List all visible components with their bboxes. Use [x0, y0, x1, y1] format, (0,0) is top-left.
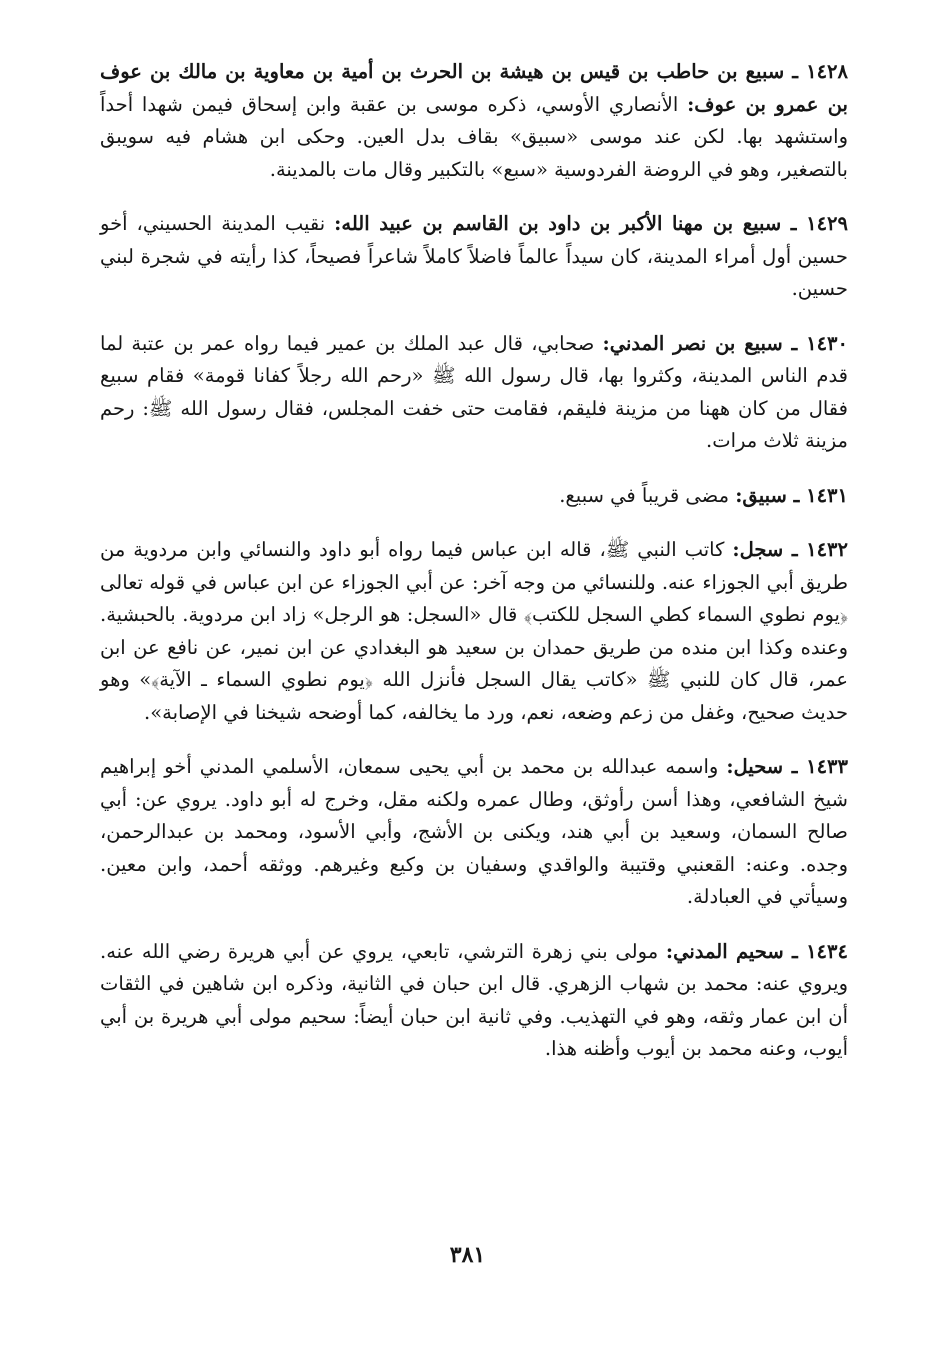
- book-page-text: [100, 56, 848, 1088]
- entry-body: واسمه عبدالله بن محمد بن أبي يحيى سمعان، الأسلمي المدني أخو إبراهيم شيخ الشافعي، وهذا أسن رأوثق، وطال عمره ولكنه مقل، وخرج له أبو داود. يروي عن: أبي صالح السمان، وسعيد بن أبي هند، ويكنى بن الأشج، وأبي الأسود، ومحمد بن عبدالرحمن، وجده. وعنه: القعنبي وقتيبة والواقدي وسفيان بن وكيع وغيرهم. ووثقه أحمد، وابن معين. وسيأتي في العبادلة.: [100, 755, 848, 908]
- entry-body: مولى بني زهرة الترشي، تابعي، يروي عن أبي هريرة رضي الله عنه. ويروي عنه: محمد بن شهاب الزهري. قال ابن حبان في الثانية، وذكره ابن شاهين في الثقات أن ابن عمار وثقه، وهو في التهذيب. وفي ثانية ابن حبان أيضاً: سحيم مولى أبي هريرة بن أبي أيوب، وعنه محمد بن أيوب وأظنه هذا.: [100, 939, 848, 1060]
- entry-1430: [100, 328, 848, 458]
- entry-title: ١٤٢٩ ـ سبيع بن مهنا الأكبر بن داود بن القاسم بن عبيد الله:: [334, 212, 848, 235]
- entry-1429: [100, 208, 848, 306]
- entry-body: صحابي، قال عبد الملك بن عمير فيما رواه عمر بن عتبة لما قدم الناس المدينة، وكثروا بها، قال رسول الله ﷺ «رحم الله رجلاً كفانا قومة» فقام سبيع فقال من كان ههنا من مزينة فليقم، فقامت حتى خفت المجلس، فقال رسول الله ﷺ: رحم مزينة ثلاث مرات.: [100, 331, 848, 452]
- entry-1434: [100, 936, 848, 1066]
- entry-1431: [100, 480, 848, 513]
- entry-title: ١٤٣١ ـ سبيق:: [735, 483, 848, 507]
- entry-1432: [100, 534, 848, 729]
- entry-title: ١٤٣٠ ـ سبيع بن نصر المدني:: [602, 331, 848, 355]
- entry-body: نقيب المدينة الحسيني، أخو حسين أول أمراء المدينة، كان سيداً عالماً فاضلاً كاملاً شاعراً فصيحاً، كذا رأيته في شجرة لبني حسين.: [100, 212, 848, 300]
- entry-body: كاتب النبي ﷺ، قاله ابن عباس فيما رواه أبو داود والنسائي وابن مردوية من طريق أبي الجوزاء عنه. وللنسائي من وجه آخر: عن أبي الجوزاء عن ابن عباس في قوله تعالى ﴿يوم نطوي السماء كطي السجل للكتب﴾ قال «السجل: هو الرجل» زاد ابن مردوية. بالحبشية. وعنده وكذا ابن منده من طريق حمدان بن سعيد هو البغدادي عن ابن نمير، عن نافع عن ابن عمر، قال كان للنبي ﷺ «كاتب يقال السجل فأنزل الله ﴿يوم نطوي السماء ـ الآية﴾» وهو حديث صحيح، وغفل من زعم وضعه، نعم، ورد ما يخالفه، كما أوضحه شيخنا في الإصابة».: [100, 538, 848, 724]
- entry-1428: [100, 56, 848, 186]
- entry-1433: [100, 751, 848, 914]
- entry-body: مضى قريباً في سبيع.: [559, 483, 736, 507]
- entry-title: ١٤٢٨ ـ سبيع بن حاطب بن قيس بن هيشة بن الحرث بن أمية بن معاوية بن مالك بن عوف بن عمرو بن عوف:: [100, 60, 848, 116]
- entry-title: ١٤٣٣ ـ سحيل:: [726, 755, 848, 778]
- page-number: ٣٨١: [449, 1242, 486, 1268]
- entry-title: ١٤٣٤ ـ سحيم المدني:: [665, 939, 848, 963]
- entry-title: ١٤٣٢ ـ سجل:: [732, 538, 848, 561]
- entry-body: الأنصاري الأوسي، ذكره موسى بن عقبة وابن إسحاق فيمن شهدا أحداً واستشهد بها. لكن عند موسى «سبيق» بقاف بدل العين. وحكى ابن هشام فيه سويبق بالتصغير، وهو في الروضة الفردوسية «سبع» بالتكبير وقال مات بالمدينة.: [100, 92, 848, 181]
